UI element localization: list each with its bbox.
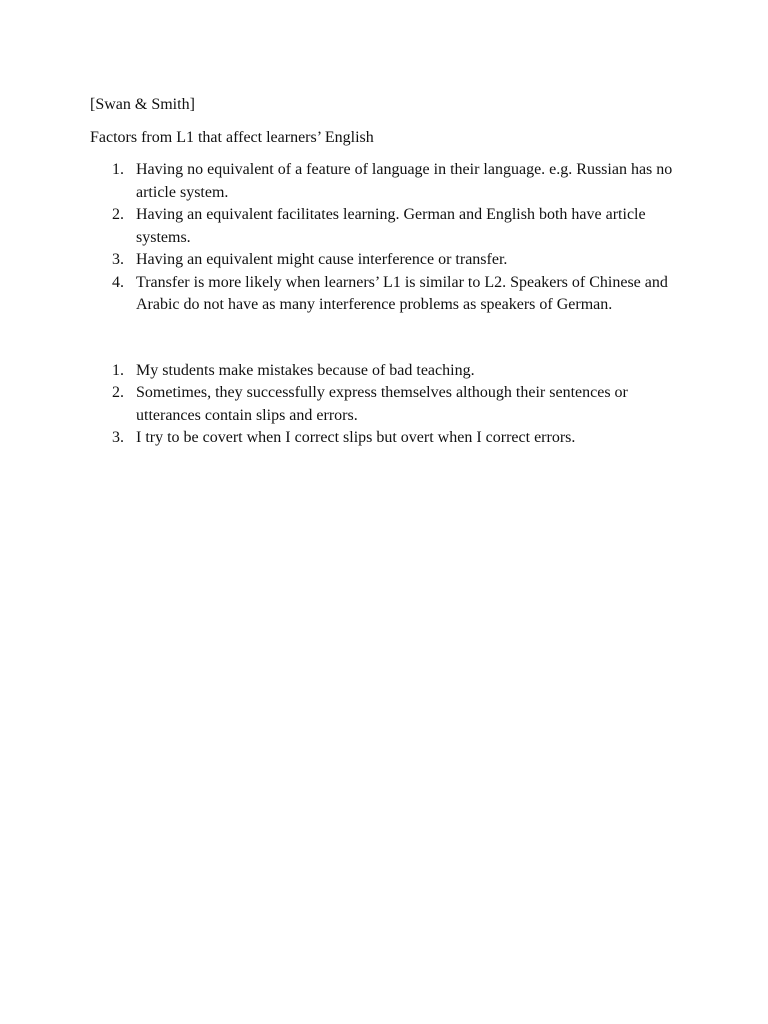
list-item-text: I try to be covert when I correct slips but overt when I correct errors. bbox=[136, 429, 576, 446]
list-item-number: 2. bbox=[112, 384, 124, 401]
list-item bbox=[90, 382, 684, 427]
teaching-statements-list bbox=[90, 360, 690, 450]
list-item bbox=[90, 159, 684, 204]
list-item bbox=[90, 272, 684, 317]
list-item-text: Having an equivalent might cause interference or transfer. bbox=[136, 251, 508, 268]
document-page bbox=[90, 94, 690, 450]
source-note: [Swan & Smith] bbox=[90, 96, 195, 113]
list-item bbox=[90, 249, 684, 272]
list-item bbox=[90, 204, 684, 249]
list-item-text: My students make mistakes because of bad teaching. bbox=[136, 361, 475, 379]
list-item-text: Having an equivalent facilitates learning. German and English both have article systems. bbox=[136, 206, 646, 246]
list-item-text: Sometimes, they successfully express themselves although their sentences or utterances contain slips and errors. bbox=[136, 384, 628, 424]
list-item-number: 2. bbox=[112, 206, 124, 223]
list-item bbox=[90, 360, 684, 383]
list-item-number: 4. bbox=[112, 273, 124, 291]
list-item-text: Having no equivalent of a feature of language in their language. e.g. Russian has no article system. bbox=[136, 161, 673, 201]
list-item-number: 1. bbox=[112, 161, 124, 178]
list-item-number: 1. bbox=[112, 361, 124, 379]
list-item bbox=[90, 427, 684, 450]
list-item-text: Transfer is more likely when learners’ L1 is similar to L2. Speakers of Chinese and Arabic do not have as many interference problems as speakers of German. bbox=[136, 273, 668, 313]
l1-factors-list bbox=[90, 159, 690, 317]
list-item-number: 3. bbox=[112, 429, 124, 446]
list-item-number: 3. bbox=[112, 251, 124, 268]
section-heading: Factors from L1 that affect learners’ English bbox=[90, 129, 374, 146]
